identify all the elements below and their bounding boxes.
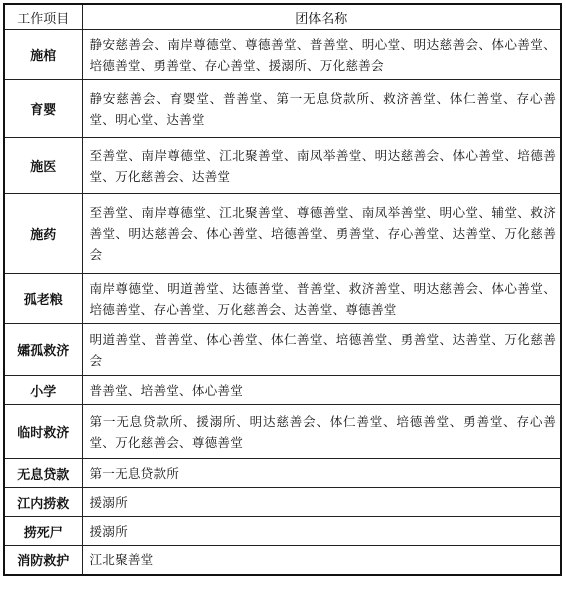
organizations-cell: 援溺所: [82, 517, 561, 546]
organizations-cell: 静安慈善会、育婴堂、普善堂、第一无息贷款所、救济善堂、体仁善堂、存心善堂、明心堂、达善堂: [82, 80, 561, 138]
table-row: [4, 405, 561, 459]
organizations-cell: 明道善堂、普善堂、体心善堂、体仁善堂、培德善堂、勇善堂、达善堂、万化慈善会: [82, 324, 561, 376]
organizations-cell: 援溺所: [82, 488, 561, 517]
table-row: [4, 194, 561, 274]
work-item-cell: 江内捞救: [4, 488, 82, 517]
header-row: [4, 4, 561, 30]
organizations-cell: 至善堂、南岸尊德堂、江北聚善堂、南凤举善堂、明达慈善会、体心善堂、培德善堂、万化慈善会、达善堂: [82, 138, 561, 194]
organizations-cell: 第一无息贷款所、援溺所、明达慈善会、体仁善堂、培德善堂、勇善堂、存心善堂、万化慈善会、尊德善堂: [82, 405, 561, 459]
organizations-cell: 静安慈善会、南岸尊德堂、尊德善堂、普善堂、明心堂、明达慈善会、体心善堂、培德善堂、勇善堂、存心善堂、援溺所、万化慈善会: [82, 30, 561, 80]
table-row: [4, 517, 561, 546]
table-row: [4, 488, 561, 517]
work-item-cell: 施药: [4, 194, 82, 274]
work-item-cell: 捞死尸: [4, 517, 82, 546]
work-item-cell: 孀孤救济: [4, 324, 82, 376]
table-row: [4, 30, 561, 80]
header-organization-names: 团体名称: [82, 4, 561, 30]
header-work-item: 工作项目: [4, 4, 82, 30]
table-row: [4, 376, 561, 405]
work-item-cell: 小学: [4, 376, 82, 405]
work-item-cell: 临时救济: [4, 405, 82, 459]
table-row: [4, 274, 561, 324]
table-row: [4, 80, 561, 138]
work-item-cell: 施医: [4, 138, 82, 194]
organizations-cell: 南岸尊德堂、明道善堂、达德善堂、普善堂、救济善堂、明达慈善会、体心善堂、培德善堂、存心善堂、万化慈善会、达善堂、尊德善堂: [82, 274, 561, 324]
organizations-cell: 至善堂、南岸尊德堂、江北聚善堂、尊德善堂、南凤举善堂、明心堂、辅堂、救济善堂、明达慈善会、体心善堂、培德善堂、勇善堂、存心善堂、达善堂、万化慈善会: [82, 194, 561, 274]
organizations-cell: 江北聚善堂: [82, 546, 561, 575]
table-row: [4, 324, 561, 376]
organizations-cell: 普善堂、培善堂、体心善堂: [82, 376, 561, 405]
table-row: [4, 546, 561, 575]
work-item-cell: 无息贷款: [4, 459, 82, 488]
table-row: [4, 138, 561, 194]
work-item-cell: 育婴: [4, 80, 82, 138]
table-row: [4, 459, 561, 488]
work-item-cell: 消防救护: [4, 546, 82, 575]
work-item-cell: 孤老粮: [4, 274, 82, 324]
work-item-cell: 施棺: [4, 30, 82, 80]
organizations-cell: 第一无息贷款所: [82, 459, 561, 488]
charity-work-table: [3, 3, 562, 576]
